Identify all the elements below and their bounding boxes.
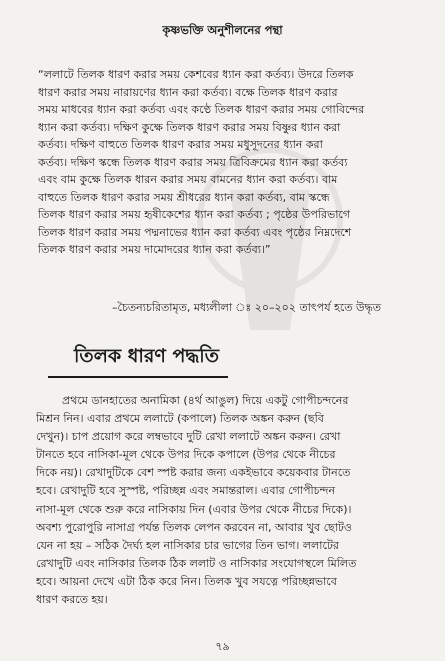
body-line: টানতে হবে নাসিকা-মূল থেকে উপর দিকে কপালে (উপর থেকে নীচের xyxy=(36,448,336,462)
quote-line: বাহুতে তিলক ধারণ করার সময় শ্রীধরের ধ্যান করা কর্তব্য, বাম স্কন্ধে xyxy=(38,190,330,204)
quote-block xyxy=(38,66,426,259)
quote-line: কর্তব্য। দক্ষিণ বাহুতে তিলক ধারণ করার সময় মধুসূদনের ধ্যান করা xyxy=(38,138,323,151)
body-line: মিশ্রন নিন। এবার প্রথমে ললাটে (কপালে) তিলক অঙ্কন করুন (ছবি xyxy=(36,412,324,426)
body-line: অবশ্য পুরোপুরি নাসাগ্র পর্যন্ত তিলক লেপন করবেন না, আবার খুব ছোটও xyxy=(36,520,352,534)
quote-line: ধারণ করার সময় নারায়ণের ধ্যান করা কর্তব্য। বক্ষে তিলক ধারণ করার xyxy=(38,85,338,99)
heading-underline xyxy=(48,376,228,378)
quote-line: তিলক ধারণ করার সময় পদ্মনাভের ধ্যান করা কর্তব্য এবং পৃষ্ঠের নিম্নদেশে xyxy=(38,225,352,239)
quote-line: ধ্যান করা কর্তব্য। দক্ষিণ কুক্ষে তিলক ধারণ করার সময় বিষ্ণুর ধ্যান করা xyxy=(38,120,341,134)
body-text xyxy=(36,392,428,609)
body-line: দেখুন)। চাপ প্রয়োগ করে লম্বভাবে দুটি রেখা ললাটে অঙ্কন করুন। রেখা xyxy=(36,430,341,444)
body-line: দিকে নয়)। রেখাদুটিকে বেশ স্পষ্ট করার জন্য একইভাবে কয়েকবার টানতে xyxy=(36,466,351,480)
running-header: কৃষ্ণভক্তি অনুশীলনের পন্থা xyxy=(162,23,283,37)
section-heading: তিলক ধারণ পদ্ধতি xyxy=(74,345,219,367)
quote-line: এবং বাম কুক্ষে তিলক ধারন করার সময় বামনের ধ্যান করা কর্তব্য। বাম xyxy=(38,173,338,186)
quote-citation: –চৈতন্যচরিতামৃত, মধ্যলীলা ঃ ২০–২০২ তাৎপর্য হতে উদ্ধৃত xyxy=(112,301,381,314)
body-line: রেখাদুটি এবং নাসিকার তিলক ঠিক ললাট ও নাসিকার সংযোগস্থলে মিলিত xyxy=(36,556,357,570)
quote-line: “ললাটে তিলক ধারণ করার সময় কেশবের ধ্যান করা কর্তব্য। উদরে তিলক xyxy=(38,68,354,81)
body-line: হবে। আয়না দেখে এটা ঠিক করে নিন। তিলক খুব সযত্নে পরিচ্ছন্নভাবে xyxy=(36,574,337,588)
body-line: ধারণ করতে হয়। xyxy=(36,593,108,607)
quote-line: কর্তব্য। দক্ষিণ স্কন্ধে তিলক ধারণ করার সময় ত্রিবিক্রমের ধ্যান করা কর্তব্য xyxy=(38,155,348,169)
quote-line: তিলক ধারণ করার সময় দামোদরের ধ্যান করা কর্তব্য।” xyxy=(38,243,271,256)
body-line: প্রথমে ডানহাতের অনামিকা (৪র্থ আঙুল) দিয়ে একটু গোপীচন্দনের xyxy=(62,394,349,407)
page-number: ৭৯ xyxy=(215,640,230,653)
body-line: হবে। রেখাদুটি হবে সুস্পষ্ট, পরিচ্ছন্ন এবং সমান্তরাল। এবার গোপীচন্দন xyxy=(36,484,336,498)
body-line: নাসা-মূল থেকে শুরু করে নাসিকায় দিন (এবার উপর থেকে নীচের দিকে)। xyxy=(36,502,352,516)
body-line: যেন না হয় – সঠিক দৈর্ঘ্য হল নাসিকার চার ভাগের তিন ভাগ। ললাটের xyxy=(36,538,339,552)
quote-line: সময় মাধবের ধ্যান করা কর্তব্য এবং কণ্ঠে তিলক ধারণ করার সময় গোবিন্দের xyxy=(38,103,365,116)
quote-line: তিলক ধারণ করার সময় হৃষীকেশের ধ্যান করা কর্তব্য ; পৃষ্ঠের উপরিভাগে xyxy=(38,208,351,221)
